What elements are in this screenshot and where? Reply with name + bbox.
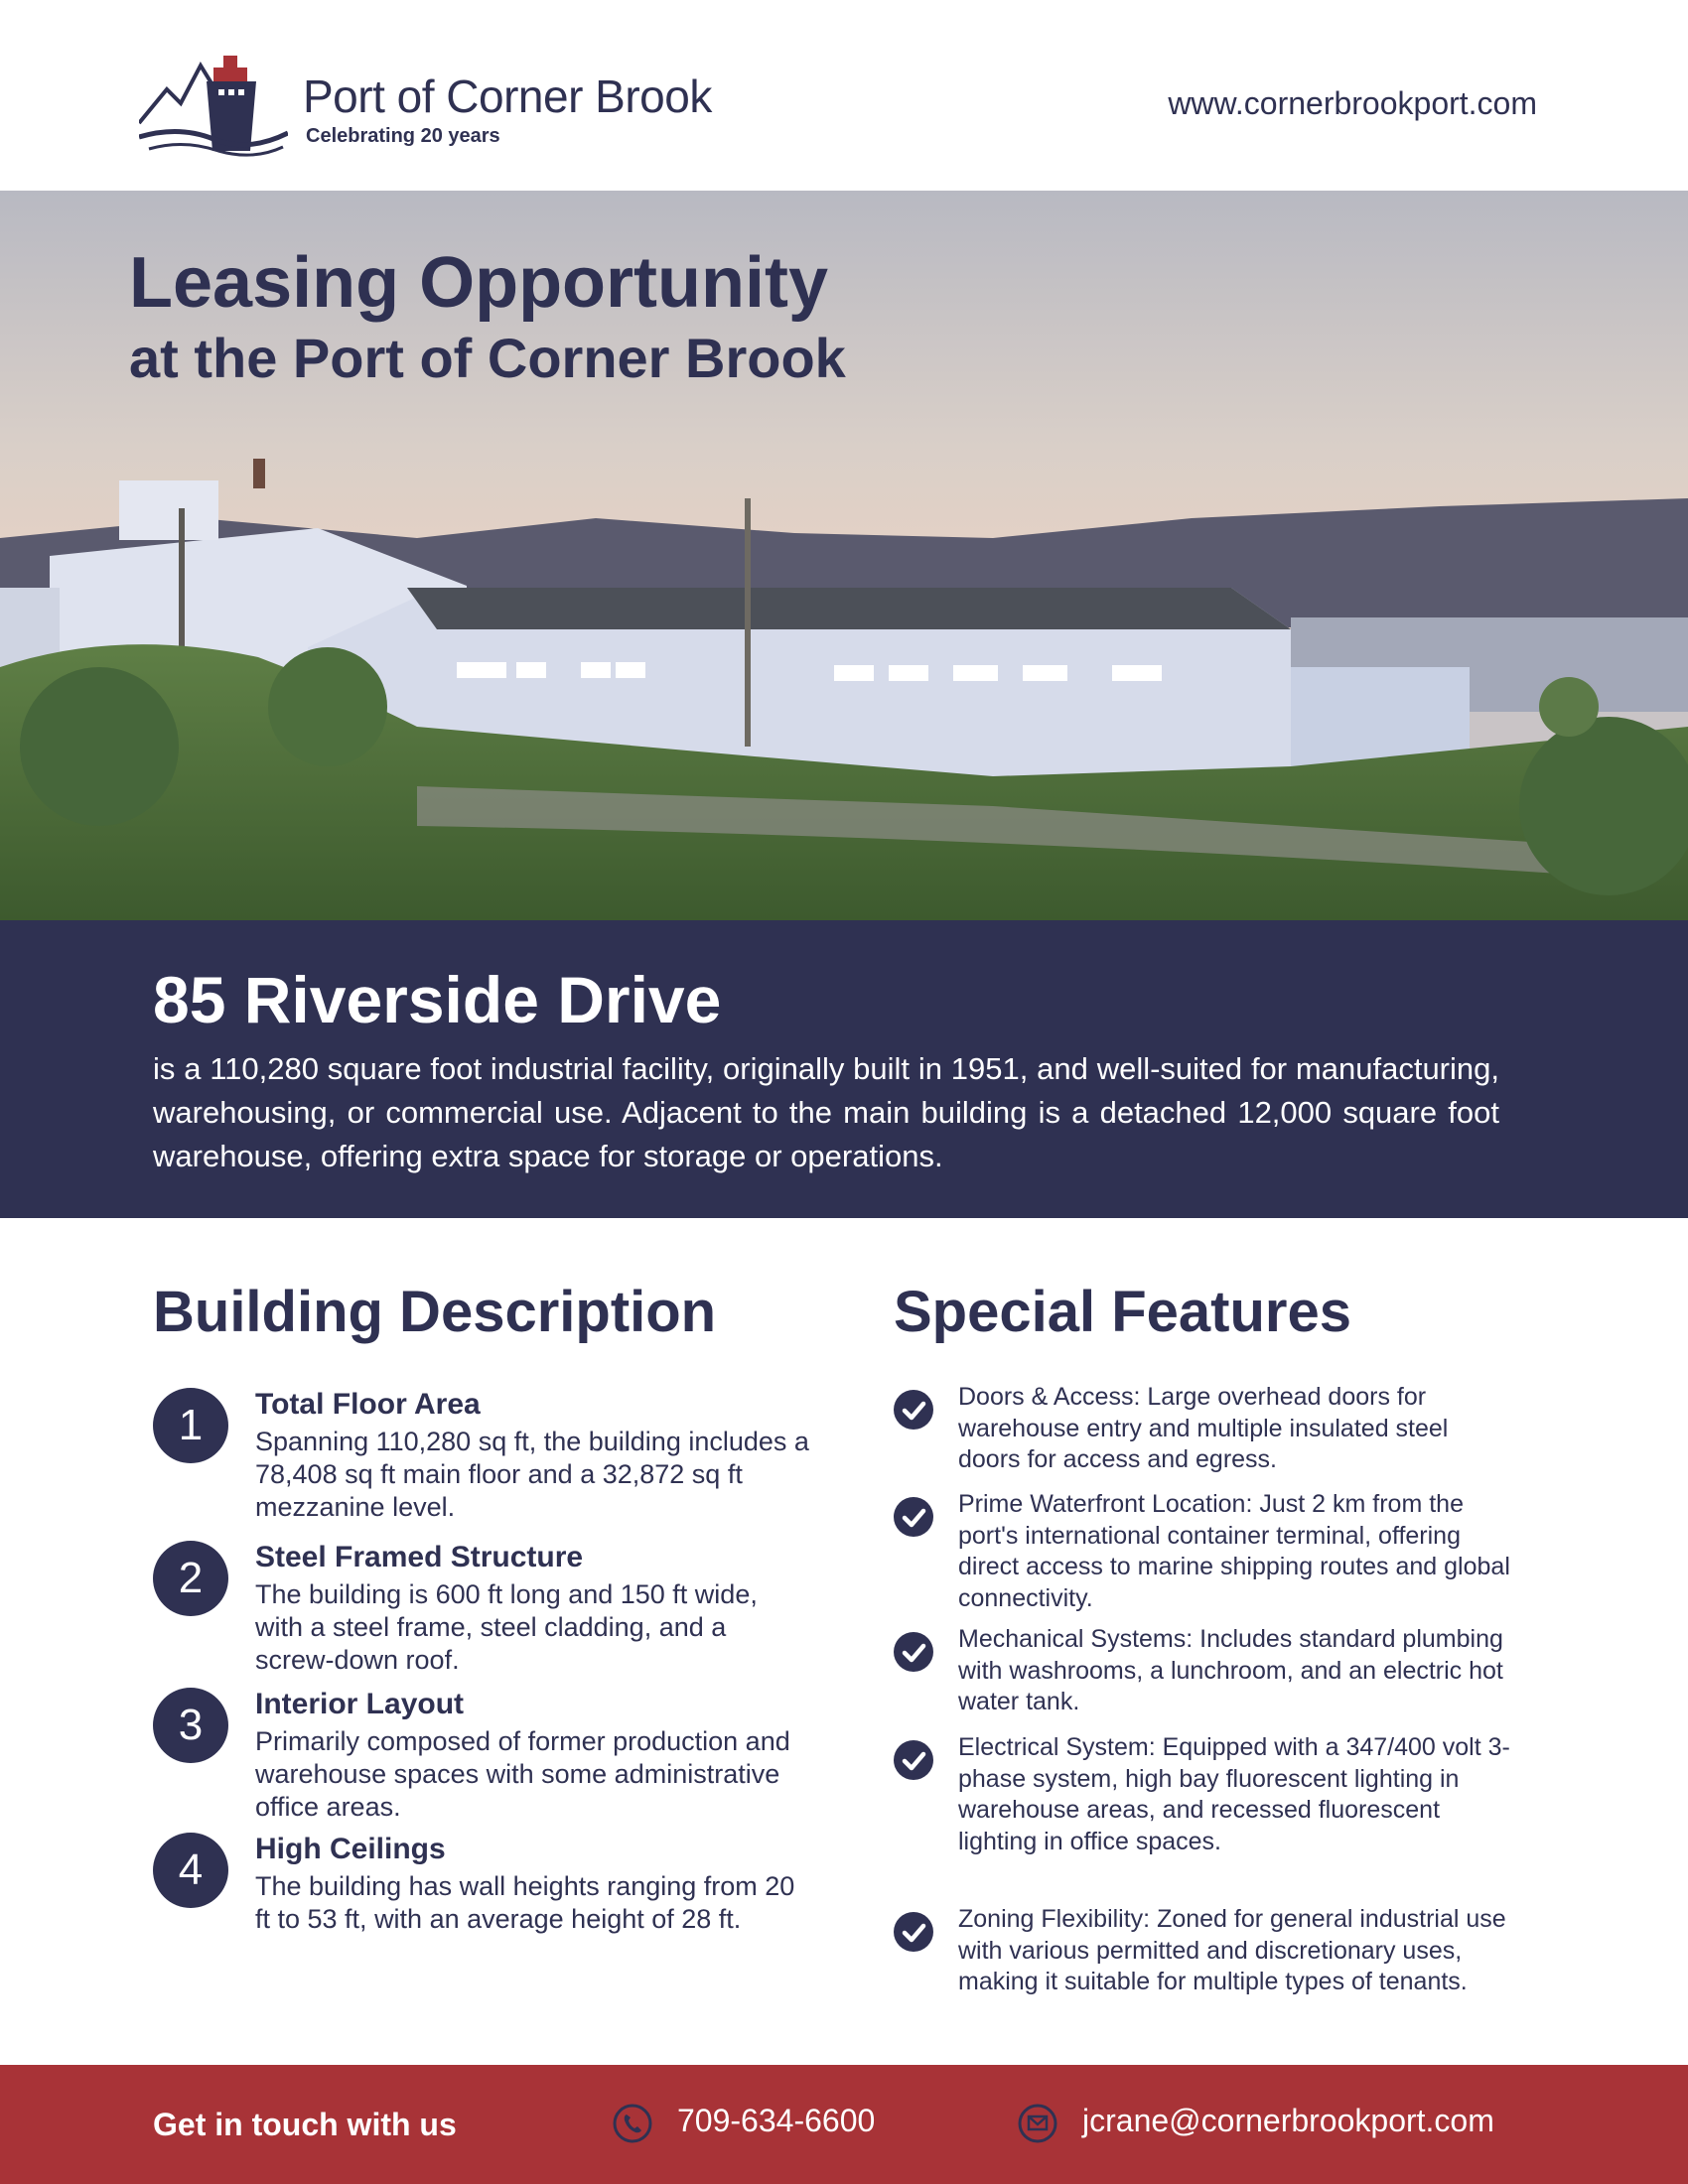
phone-icon — [612, 2103, 653, 2144]
feature-text: Prime Waterfront Location: Just 2 km from the port's international container terminal, offering direct access to marine shipping routes and global connectivity. — [958, 1490, 1510, 1612]
number-badge: 3 — [153, 1688, 228, 1763]
email-icon — [1017, 2103, 1058, 2144]
description-heading: Interior Layout — [255, 1688, 465, 1720]
number-badge: 2 — [153, 1541, 228, 1616]
checkmark-icon — [894, 1912, 933, 1952]
feature-text: Zoning Flexibility: Zoned for general industrial use with various permitted and discretionary uses, making it suitable for multiple types of tenants. — [958, 1905, 1506, 1995]
port-logo — [139, 52, 288, 163]
feature-text: Doors & Access: Large overhead doors for warehouse entry and multiple insulated steel doors for access and egress. — [958, 1383, 1449, 1473]
feature-text: Electrical System: Equipped with a 347/400 volt 3-phase system, high bay fluorescent lighting in warehouse areas, and recessed fluorescent lighting in office spaces. — [958, 1733, 1510, 1855]
checkmark-icon — [894, 1497, 933, 1537]
email-address[interactable]: jcrane@cornerbrookport.com — [1082, 2103, 1494, 2138]
phone-number[interactable]: 709-634-6600 — [677, 2103, 876, 2138]
logo-name: Port of Corner Brook — [303, 70, 712, 122]
building-description-title: Building Description — [153, 1280, 717, 1344]
checkmark-icon — [894, 1740, 933, 1780]
description-heading: High Ceilings — [255, 1833, 446, 1865]
checkmark-icon — [894, 1632, 933, 1672]
description-text: The building has wall heights ranging from 20 ft to 53 ft, with an average height of 28 ft. — [255, 1871, 795, 1934]
page-header — [0, 0, 1688, 191]
description-text: Primarily composed of former production and warehouse spaces with some administrative office areas. — [255, 1726, 790, 1822]
number-badge: 1 — [153, 1388, 228, 1463]
contact-cta: Get in touch with us — [153, 2107, 457, 2142]
property-summary: is a 110,280 square foot industrial facility, originally built in 1951, and well-suited for manufacturing, warehousing, or commercial use. Adjacent to the main building is a detached 12,000 square foot warehouse, offering extra space for storage or operations. — [153, 1051, 1499, 1173]
intro-band — [0, 920, 1688, 1218]
checkmark-icon — [894, 1390, 933, 1430]
number-badge: 4 — [153, 1833, 228, 1908]
contact-footer — [0, 2065, 1688, 2184]
description-text: Spanning 110,280 sq ft, the building includes a 78,408 sq ft main floor and a 32,872 sq ft mezzanine level. — [255, 1427, 809, 1522]
description-heading: Steel Framed Structure — [255, 1541, 584, 1573]
description-heading: Total Floor Area — [255, 1388, 481, 1421]
logo-tagline: Celebrating 20 years — [306, 125, 500, 147]
hero-banner — [0, 191, 1688, 920]
special-features-title: Special Features — [894, 1280, 1351, 1344]
description-text: The building is 600 ft long and 150 ft wide, with a steel frame, steel cladding, and a screw-down roof. — [255, 1579, 758, 1675]
website-link[interactable]: www.cornerbrookport.com — [1168, 85, 1537, 121]
feature-text: Mechanical Systems: Includes standard plumbing with washrooms, a lunchroom, and an electric hot water tank. — [958, 1625, 1503, 1715]
hero-subtitle: at the Port of Corner Brook — [129, 327, 846, 389]
property-address: 85 Riverside Drive — [153, 963, 722, 1036]
hero-title: Leasing Opportunity — [129, 243, 829, 323]
